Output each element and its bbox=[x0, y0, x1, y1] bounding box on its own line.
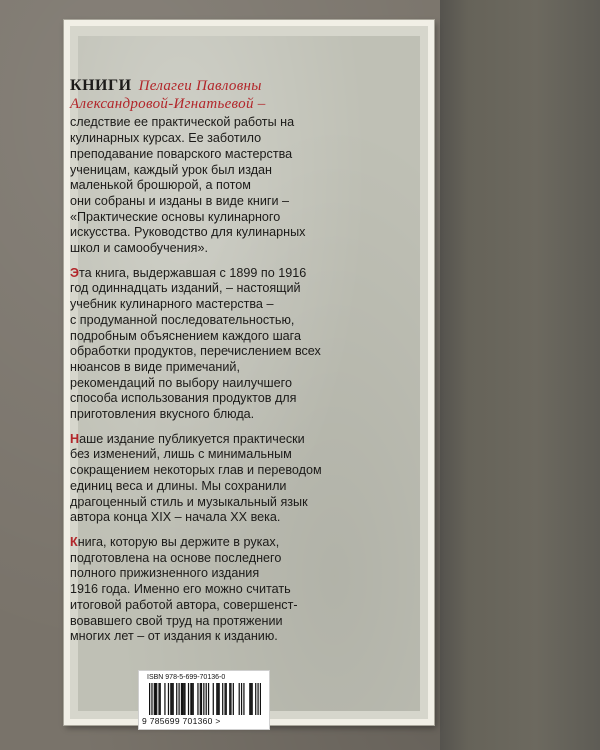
barcode-bar bbox=[243, 683, 244, 715]
barcode-bar bbox=[257, 683, 258, 715]
paragraph-line: аше издание публикуется практически bbox=[79, 431, 305, 446]
barcode-bar bbox=[182, 683, 183, 715]
barcode-bar bbox=[230, 683, 231, 715]
barcode-bar bbox=[193, 683, 194, 715]
paragraph-first-line bbox=[70, 266, 370, 282]
isbn-barcode bbox=[138, 670, 270, 730]
barcode-bar bbox=[229, 683, 230, 715]
paragraph-line: искусства. Руководство для кулинарных bbox=[70, 225, 306, 240]
barcode-bar bbox=[222, 683, 223, 715]
paragraph-line: подготовлена на основе последнего bbox=[70, 550, 282, 565]
heading bbox=[70, 78, 370, 112]
barcode-bar bbox=[155, 683, 156, 715]
barcode-bar bbox=[217, 683, 218, 715]
barcode-bar bbox=[188, 683, 189, 715]
barcode-bar bbox=[250, 683, 251, 715]
author-name-line1: Пелагеи Павловны bbox=[138, 78, 262, 94]
paragraph-line: кулинарных курсах. Ее заботило bbox=[70, 131, 262, 146]
paragraph-line: обработки продуктов, перечислением всех bbox=[70, 344, 321, 359]
paragraph-line: ученицам, каждый урок был издан bbox=[70, 162, 272, 177]
paragraph-line: приготовления вкусного блюда. bbox=[70, 407, 255, 422]
paragraph-line: без изменений, лишь с минимальным bbox=[70, 447, 292, 462]
barcode-bar bbox=[171, 683, 172, 715]
barcode-bar bbox=[197, 683, 198, 715]
paragraph-line: «Практические основы кулинарного bbox=[70, 209, 281, 224]
paragraph-line: следствие ее практической работы на bbox=[70, 115, 295, 130]
barcode-bar bbox=[203, 683, 204, 715]
barcode-bar bbox=[176, 683, 177, 715]
paragraph-line: сокращением некоторых глав и переводом bbox=[70, 463, 322, 478]
drop-initial: К bbox=[70, 534, 78, 549]
barcode-bar bbox=[219, 683, 220, 715]
paragraph-first-line bbox=[70, 535, 370, 551]
author-name-line2: Александровой-Игнатьевой – bbox=[70, 95, 266, 112]
barcode-bar bbox=[226, 683, 227, 715]
paragraph-line: нига, которую вы держите в руках, bbox=[77, 534, 280, 549]
paragraph-line: школ и самообучения». bbox=[70, 241, 208, 256]
paragraph-line: они собраны и изданы в виде книги – bbox=[70, 193, 289, 208]
paragraph-line: драгоценный стиль и музыкальный язык bbox=[70, 494, 308, 509]
barcode-bar bbox=[151, 683, 152, 715]
barcode-bar bbox=[156, 683, 157, 715]
paragraph-4 bbox=[70, 535, 370, 645]
paragraph-line: способа использования продуктов для bbox=[70, 391, 297, 406]
paragraph-line: год одиннадцать изданий, – настоящий bbox=[70, 281, 301, 296]
barcode-bar bbox=[184, 683, 185, 715]
paragraph-1 bbox=[70, 115, 370, 256]
isbn-label: ISBN 978-5-699-70136-0 bbox=[147, 674, 226, 681]
barcode-bar bbox=[213, 683, 214, 715]
barcode-bar bbox=[201, 683, 202, 715]
barcode-bars bbox=[149, 683, 261, 715]
barcode-bar bbox=[260, 683, 261, 715]
barcode-bar bbox=[239, 683, 240, 715]
paragraph-line: маленькой брошюрой, а потом bbox=[70, 178, 251, 193]
paragraph-line: единиц веса и длины. Мы сохранили bbox=[70, 478, 287, 493]
paragraph-line: рекомендаций по выбору наилучшего bbox=[70, 375, 292, 390]
barcode-bar bbox=[233, 683, 234, 715]
barcode-bar bbox=[173, 683, 174, 715]
barcode-bar bbox=[252, 683, 253, 715]
barcode-bar bbox=[208, 683, 209, 715]
paragraph-line: полного прижизненного издания bbox=[70, 566, 260, 581]
paragraph-line: подробным объяснением каждого шага bbox=[70, 328, 301, 343]
heading-lead: КНИГИ bbox=[70, 77, 132, 94]
barcode-bar bbox=[200, 683, 201, 715]
paragraph-3 bbox=[70, 432, 370, 526]
barcode-bar bbox=[154, 683, 155, 715]
paragraph-2 bbox=[70, 266, 370, 423]
barcode-bar bbox=[249, 683, 250, 715]
barcode-digits: 9 785699 701360 > bbox=[142, 716, 221, 726]
paragraph-line: нюансов в виде примечаний, bbox=[70, 359, 240, 374]
paragraph-line: та книга, выдержавшая с 1899 по 1916 bbox=[78, 265, 307, 280]
barcode-bar bbox=[181, 683, 182, 715]
barcode-bar bbox=[170, 683, 171, 715]
barcode-bar bbox=[224, 683, 225, 715]
paragraph-line: учебник кулинарного мастерства – bbox=[70, 297, 274, 312]
barcode-bar bbox=[241, 683, 242, 715]
paragraph-line: 1916 года. Именно его можно считать bbox=[70, 582, 291, 597]
paragraph-line: вовавшего свой труд на протяжении bbox=[70, 613, 283, 628]
paragraph-line: автора конца XIX – начала XX века. bbox=[70, 510, 281, 525]
paragraph-line: многих лет – от издания к изданию. bbox=[70, 629, 278, 644]
book-spine bbox=[440, 0, 600, 750]
barcode-bar bbox=[160, 683, 161, 715]
annotation-text bbox=[70, 78, 370, 654]
barcode-bar bbox=[255, 683, 256, 715]
barcode-bar bbox=[191, 683, 192, 715]
barcode-bar bbox=[158, 683, 159, 715]
barcode-bar bbox=[216, 683, 217, 715]
barcode-bar bbox=[168, 683, 169, 715]
barcode-bar bbox=[183, 683, 184, 715]
barcode-bar bbox=[164, 683, 165, 715]
barcode-bar bbox=[206, 683, 207, 715]
barcode-bar bbox=[190, 683, 191, 715]
drop-initial: Н bbox=[70, 431, 80, 446]
paragraph-first-line bbox=[70, 432, 370, 448]
barcode-bar bbox=[178, 683, 179, 715]
drop-initial: Э bbox=[70, 265, 79, 280]
paragraph-line: итоговой работой автора, совершенст- bbox=[70, 597, 298, 612]
paragraph-line: преподавание поварского мастерства bbox=[70, 146, 293, 161]
paragraph-line: с продуманной последовательностью, bbox=[70, 312, 295, 327]
barcode-bar bbox=[149, 683, 150, 715]
